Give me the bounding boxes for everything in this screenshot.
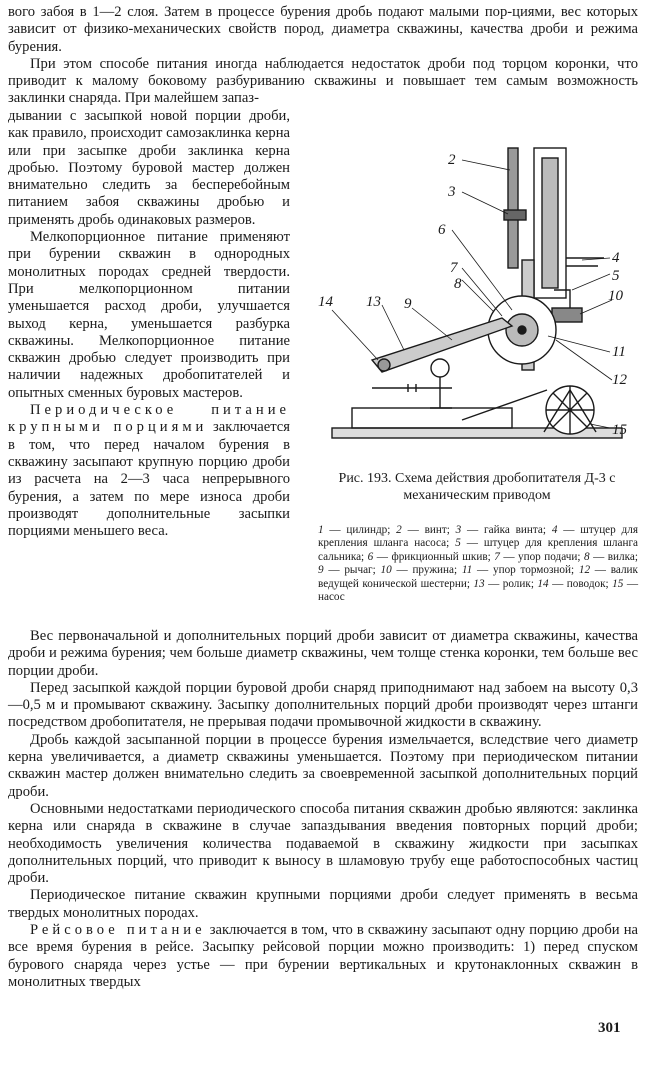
label-3: 3 [448, 184, 456, 200]
legend-number: 11 [461, 564, 473, 577]
figure-caption: Рис. 193. Схема действия дробопитателя Д-3 с механическим приводом [338, 471, 616, 503]
legend-number: 13 [473, 577, 485, 590]
periodic-heading: Периодическое питание крупными порциями [8, 402, 290, 436]
legend-entry [584, 551, 638, 563]
legend-text: — гайка винта; [461, 524, 552, 536]
legend-text: — рычаг; [323, 564, 381, 577]
label-15: 15 [612, 422, 627, 438]
legend-number: 8 [583, 550, 590, 563]
legend-number: 10 [380, 564, 392, 577]
legend-number: 14 [537, 577, 549, 590]
paragraph: Дробь каждой засыпанной порции в процессе бурения измельчается, вследствие чего диаметр керна увеличивается, а диаметр скважины уменьшается. Поэтому при периодическом питании скважин мастер должен внимательно следить за своевременной засыпкой дополнительных порций дроби. [8, 731, 638, 800]
legend-entry [396, 524, 455, 536]
periodic-text: заключается в том, что перед началом бурения в скважину засыпают крупную порцию дроби из расчета на 2—3 часа непрерывного бурения, а затем по мере износа дроби производят дополнительные засыпки порциями меньшего веса. [8, 419, 290, 540]
paragraph: Перед засыпкой каждой порции буровой дроби снаряд приподнимают над забоем на высоту 0,3—0,5 м и промывают скважину. Засыпку дополнительных порций дроби производят через штанги посредством дробопитателя, не прерывая подачи промывочной жидкости в скважину. [8, 679, 638, 731]
legend-entry [368, 551, 495, 563]
label-14: 14 [318, 294, 333, 310]
legend-text: — штуцер для крепления шланга сальника; [318, 537, 638, 563]
legend-text: — поводок; [548, 577, 613, 590]
label-10: 10 [608, 288, 623, 304]
left-column-text [8, 108, 290, 540]
paragraph: При этом способе питания иногда наблюдается недостаток дроби под торцом коронки, что приводит к малому боковому разбуриванию скважины и повышает тем самым возможность заклинки снаряда. При малейшем запаз- [8, 55, 638, 107]
label-8: 8 [454, 276, 462, 292]
legend-entry [473, 578, 537, 590]
paragraph-periodic [8, 402, 290, 540]
legend-text: — упор подачи; [499, 550, 584, 563]
legend-number: 3 [455, 524, 462, 536]
figure-legend [318, 524, 638, 604]
label-13: 13 [366, 294, 381, 310]
legend-number: 6 [367, 550, 374, 563]
pivot [431, 359, 449, 377]
legend-number: 4 [551, 524, 558, 536]
legend-entry [456, 524, 552, 536]
label-5: 5 [612, 268, 620, 284]
legend-text: — вилка; [589, 550, 638, 563]
paragraph: Основными недостатками периодического способа питания скважин дробью являются: заклинка керна или снаряда в скважине в случае запаздывания введения повторных порций дроби; необходимость увеличения количества подаваемой в скважину жидкости при засыпках дополнительных порций, что приводит к выносу в шламовую трубу еще работоспособных частиц дроби. [8, 800, 638, 887]
legend-number: 5 [455, 537, 461, 550]
legend-entry [494, 551, 584, 563]
paragraph: Мелкопорционное питание применяют при бурении скважин в однородных монолитных породах средней твердости. При мелкопорционном питании уменьшается расход дроби, улучшается выход керна, уменьшается разбурка скважины. Мелкопорционное питание скважин дробью следует производить при наличии надежных дробопитателей и опытных сменных буровых мастеров. [8, 229, 290, 401]
legend-entry [381, 564, 462, 576]
legend-entry [318, 524, 396, 536]
legend-number: 9 [318, 564, 324, 577]
belt [462, 390, 547, 420]
screw [508, 148, 518, 268]
legend-text: — ролик; [484, 577, 538, 590]
legend-entry [462, 564, 579, 576]
label-4: 4 [612, 250, 620, 266]
pump-spokes [546, 386, 594, 434]
legend-number: 2 [396, 524, 402, 536]
legend-text: — насос [318, 577, 639, 604]
spring-block [552, 308, 582, 322]
legend-text: — упор тормозной; [472, 564, 579, 577]
feeder-diagram [312, 140, 642, 470]
legend-text: — валик ведущей конической шестерни; [318, 564, 638, 590]
paragraph: вого забоя в 1—2 слоя. Затем в процессе бурения дробь подают малыми пор-циями, вес которых зависит от физико-механических свойств пород, диаметра скважины, качества дроби и режима бурения. [8, 4, 638, 55]
trip-text: заключается в том, что в скважину засыпают одну порцию дроби на все время бурения в рейсе. Засыпку рейсовой порции можно производить: 1) перед спуском бурового снаряда через устье — при бурении вертикальных и крутонаклонных скважин в монолитных твердых [8, 922, 638, 990]
legend-text: — штуцер для крепления шланга насоса; [318, 524, 638, 550]
screw-nut [504, 210, 526, 220]
label-6: 6 [438, 222, 446, 238]
paragraph: дывании с засыпкой новой порции дроби, как правило, происходит самозаклинка керна или при засыпке дроби заклинка керна дробью. Поэтому буровой мастер должен внимательно следить за бесперебойным питанием забоя скважины дробью и применять дробь одинаковых размеров. [8, 108, 290, 228]
trip-heading: Рейсовое питание [30, 922, 206, 939]
legend-text: — фрикционный шкив; [373, 550, 495, 563]
paragraph: Вес первоначальной и дополнительных порций дроби зависит от диаметра скважины, качества дроби и режима бурения; чем больше диаметр скважины, чем толще стенка коронки, тем больше вес порции дроби. [8, 628, 638, 679]
paragraph: Периодическое питание скважин крупными порциями дроби следует применять в весьма твердых монолитных породах. [8, 887, 638, 921]
legend-number: 1 [318, 524, 324, 536]
roller [378, 359, 390, 371]
label-7: 7 [450, 260, 458, 276]
legend-number: 7 [494, 550, 500, 563]
legend-text: — пружина; [391, 564, 462, 577]
label-2: 2 [448, 152, 456, 168]
support [430, 377, 452, 408]
label-12: 12 [612, 372, 627, 388]
legend-text: — цилиндр; [323, 524, 397, 536]
legend-number: 12 [578, 564, 591, 577]
legend-number: 15 [612, 577, 624, 590]
label-9: 9 [404, 296, 412, 312]
legend-text: — винт; [401, 524, 456, 536]
label-11: 11 [612, 344, 626, 360]
legend-entry [537, 578, 612, 590]
page-number: 301 [598, 1020, 621, 1036]
bottom-text-block [8, 628, 638, 991]
paragraph-trip [8, 922, 638, 991]
top-text-block [8, 4, 638, 108]
cylinder-inner [542, 158, 558, 288]
legend-entry [318, 564, 381, 576]
